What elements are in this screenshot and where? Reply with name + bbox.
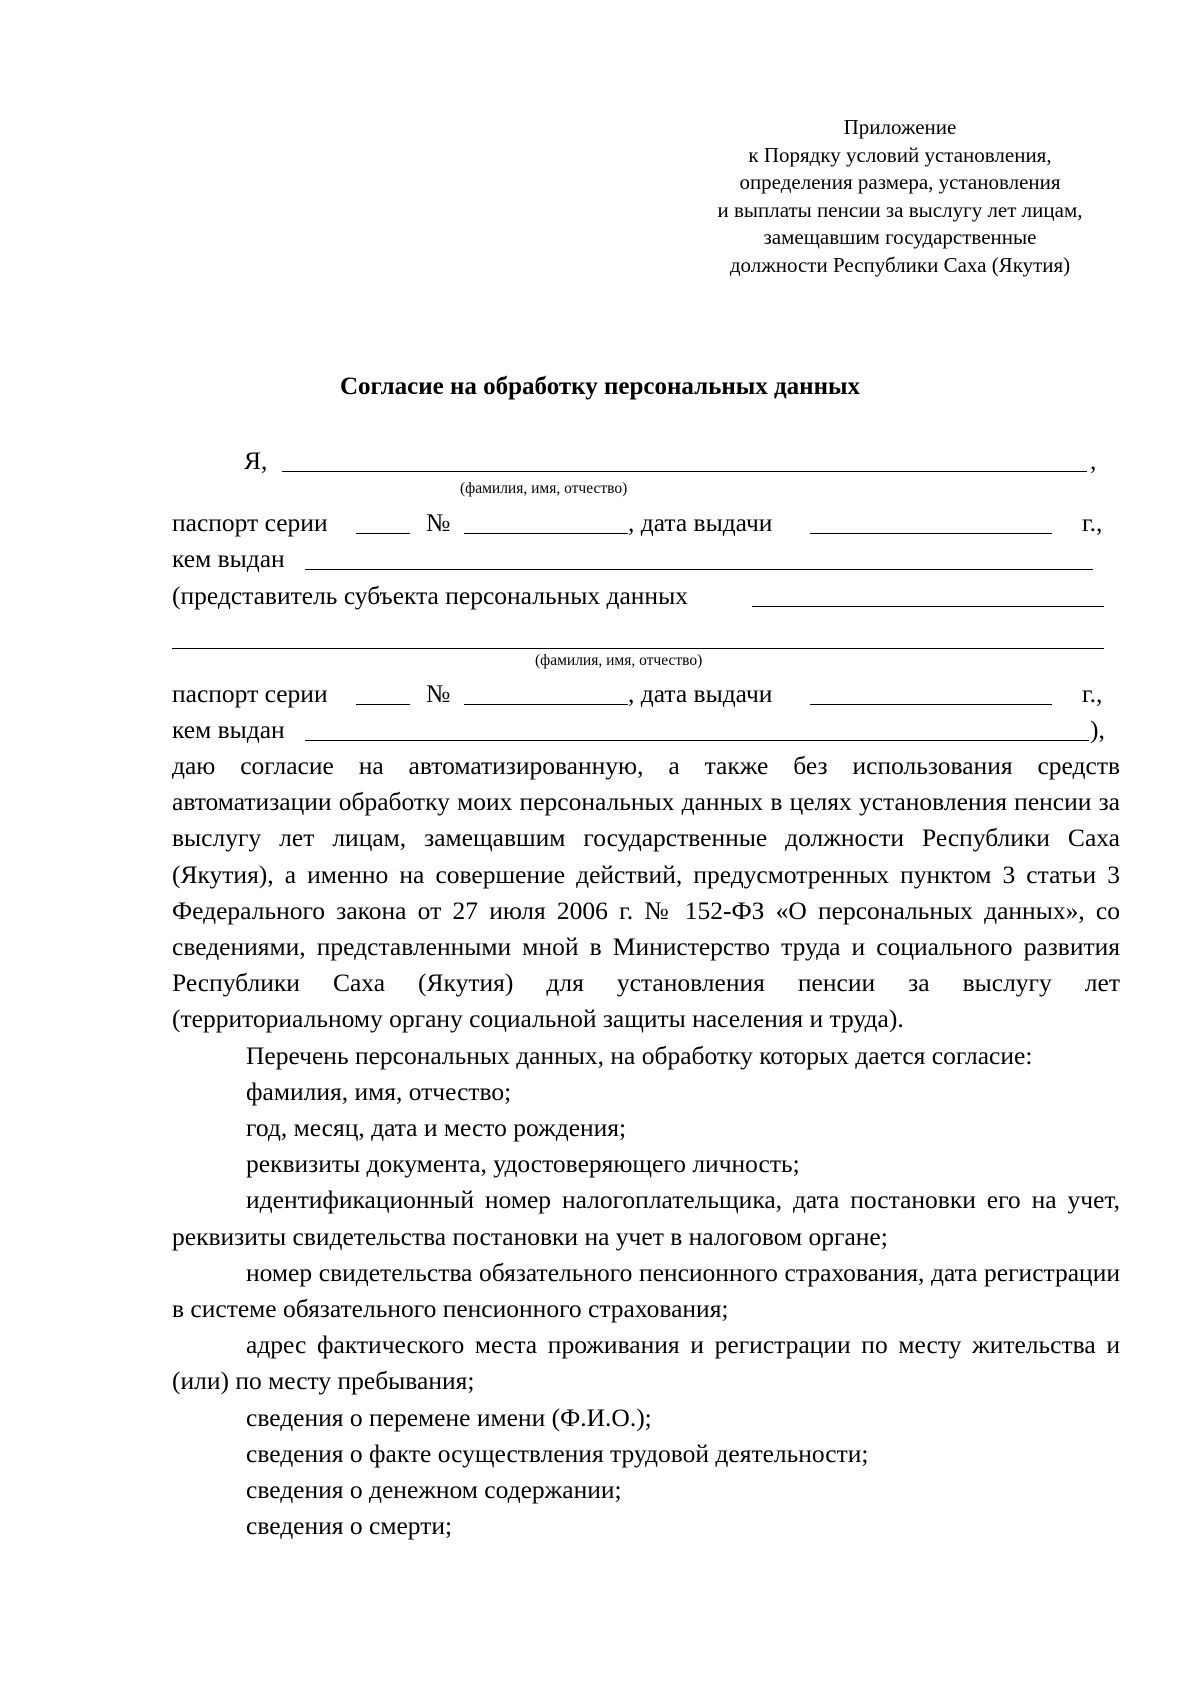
rep-issue-date-field[interactable] [810,704,1052,705]
representative-fio-note: (фамилия, имя, отчество) [535,652,703,669]
document-title: Согласие на обработку персональных данных [339,373,860,400]
year-abbr: г., [1082,679,1103,708]
consent-paragraph: даю согласие на автоматизированную, а также без использования средств автоматизации обработку моих персональных данных в целях установления пенсии за выслугу лет лицам, замещавшим государственные должности Республики Саха (Якутия), а именно на совершение действий, предусмотренных пунктом 3 статьи 3 Федерального закона от 27 июля 2006 г. № 152-ФЗ «О персональных данных», со сведениями, представленными мной в Министерство труда и социального развития Республики Саха (Якутия) для установления пенсии за выслугу лет (территориальному органу социальной защиты населения и труда). [172,751,1120,1034]
appendix-line: замещавшим государственные [763,225,1037,250]
number-sign: № [426,679,451,708]
issued-by-label: кем выдан [172,544,285,573]
list-item: год, месяц, дата и место рождения; [246,1113,627,1143]
issue-date-field[interactable] [810,533,1052,534]
issue-date-label: , дата выдачи [628,508,773,537]
list-item: адрес фактического места проживания и регистрации по месту жительства и (или) по месту пребывания; [172,1330,1120,1396]
comma-mark: , [1090,446,1097,475]
representative-label: (представитель субъекта персональных данных [172,581,688,610]
appendix-line: и выплаты пенсии за выслугу лет лицам, [717,197,1083,222]
list-item: идентификационный номер налогоплательщика, дата постановки его на учет, реквизиты свидетельства постановки на учет в налоговом органе; [172,1185,1120,1251]
form-line-representative [172,578,1112,614]
passport-number-field[interactable] [464,533,628,534]
rep-passport-number-field[interactable] [464,704,628,705]
fio-field[interactable] [282,471,1087,472]
fio-note: (фамилия, имя, отчество) [460,480,628,497]
appendix-line: Приложение [843,115,957,139]
list-item: сведения о смерти; [246,1511,453,1541]
form-line-fio [172,443,1112,479]
i-label: Я, [244,446,268,475]
list-item: сведения о факте осуществления трудовой деятельности; [246,1438,869,1468]
rep-passport-series-field[interactable] [356,704,410,705]
issued-by-label: кем выдан [172,715,285,744]
list-item: реквизиты документа, удостоверяющего личность; [246,1149,800,1179]
issue-date-label: , дата выдачи [628,679,773,708]
list-intro: Перечень персональных данных, на обработку которых дается согласие: [246,1040,1033,1070]
form-line-rep-passport [172,676,1112,712]
representative-fio-field[interactable] [172,648,1104,649]
year-abbr: г., [1082,508,1103,537]
appendix-header [680,114,1120,280]
rep-issued-by-field[interactable] [305,740,1089,741]
form-line-representative-fio [172,620,1112,656]
list-item: сведения о перемене имени (Ф.И.О.); [246,1402,652,1432]
appendix-line: должности Республики Саха (Якутия) [729,252,1071,277]
representative-field[interactable] [752,606,1104,607]
passport-series-field[interactable] [356,533,410,534]
passport-series-label: паспорт серии [172,679,328,708]
passport-series-label: паспорт серии [172,508,328,537]
close-paren-comma: ), [1090,715,1105,744]
consent-body [172,748,1120,1544]
list-item: номер свидетельства обязательного пенсионного страхования, дата регистрации в системе обязательного пенсионного страхования; [172,1257,1120,1324]
appendix-line: к Порядку условий установления, [748,142,1052,167]
appendix-line: определения размера, установления [739,170,1061,195]
issued-by-field[interactable] [305,569,1093,570]
number-sign: № [426,508,451,537]
form-line-issued-by [172,541,1112,577]
list-item: сведения о денежном содержании; [246,1475,622,1505]
form-line-passport [172,505,1112,541]
list-item: фамилия, имя, отчество; [246,1076,512,1106]
form-line-rep-issued-by [172,712,1112,748]
